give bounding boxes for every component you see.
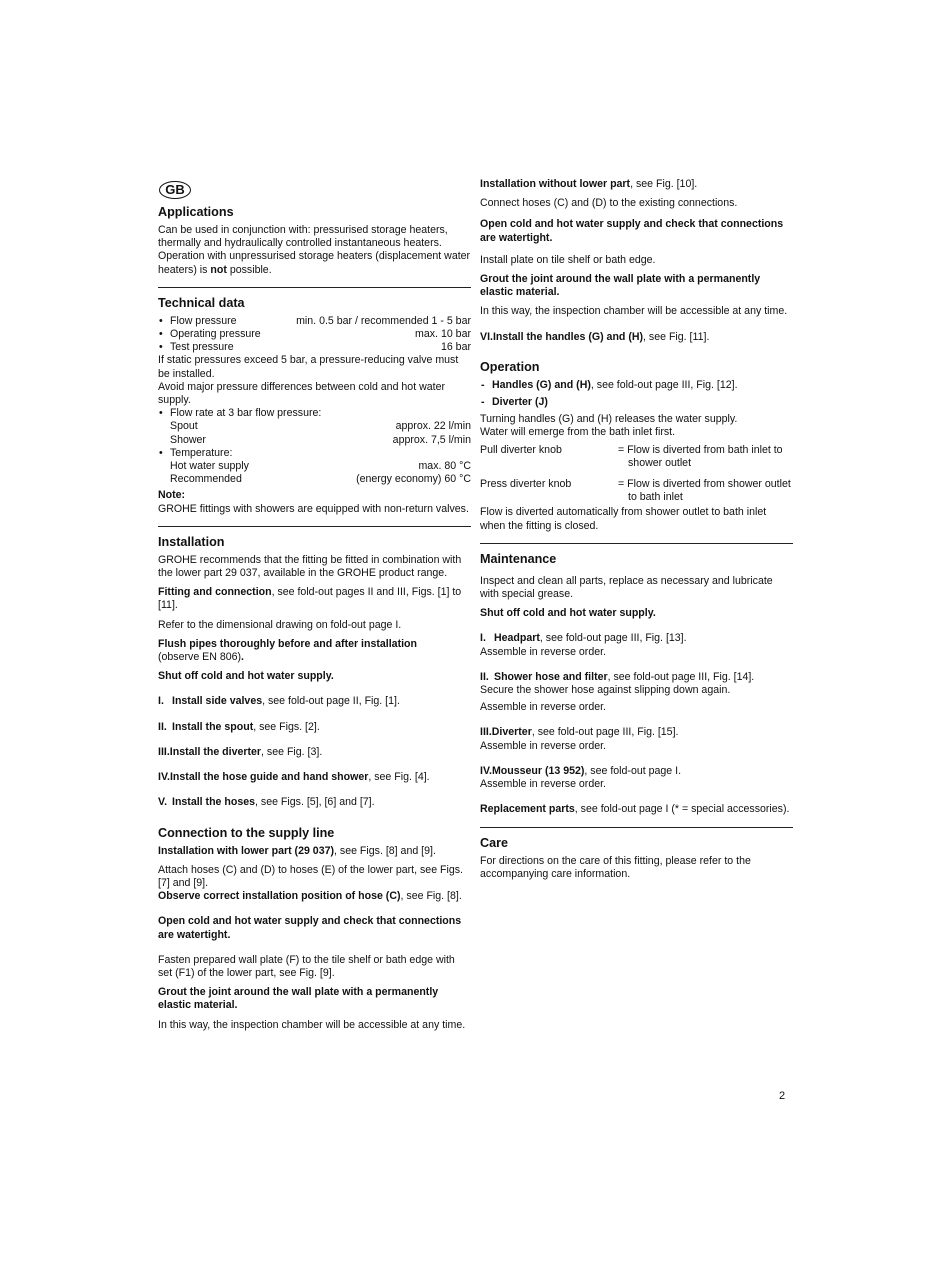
install-step-1 bbox=[158, 695, 471, 708]
flow-pressure-row bbox=[158, 315, 471, 328]
flow-pressure-value: min. 0.5 bar / recommended 1 - 5 bar bbox=[296, 314, 471, 327]
with-lower-part-bold: Installation with lower part (29 037) bbox=[158, 844, 335, 857]
shut-off-text: Shut off cold and hot water supply. bbox=[158, 670, 334, 683]
flush-pipes-bold: Flush pipes thoroughly before and after installation bbox=[158, 637, 417, 650]
step-bold: Diverter bbox=[491, 726, 532, 739]
step-rest: , see Fig. [4]. bbox=[368, 771, 430, 784]
step-number: IV. bbox=[158, 771, 170, 784]
connection-without-lower-part bbox=[480, 178, 793, 344]
operation-title: Operation bbox=[480, 359, 540, 374]
operating-pressure-label: • Operating pressure bbox=[170, 328, 261, 341]
flush-pipes-text bbox=[158, 638, 471, 664]
pull-diverter-row bbox=[480, 444, 793, 470]
installation-title: Installation bbox=[158, 534, 225, 549]
shower-row bbox=[158, 434, 471, 447]
dimensional-drawing-text: Refer to the dimensional drawing on fold-out page I. bbox=[158, 618, 402, 631]
assemble-text: Assemble in reverse order. bbox=[480, 701, 607, 714]
grout-text-2: Grout the joint around the wall plate with a permanently elastic material. bbox=[480, 273, 761, 299]
flush-pipes-rest: (observe EN 806) bbox=[158, 651, 242, 664]
fitting-connection-rest: , see fold-out pages II and III, Figs. [1] to [11]. bbox=[158, 586, 462, 612]
divider bbox=[158, 526, 471, 527]
recommended-label: Recommended bbox=[170, 473, 242, 486]
water-emerge-text: Water will emerge from the bath inlet first. bbox=[480, 426, 676, 439]
temperature-label: • Temperature: bbox=[158, 447, 471, 460]
spout-row bbox=[158, 420, 471, 433]
step-bold: Install the hose guide and hand shower bbox=[169, 771, 369, 784]
note-title: Note: bbox=[158, 489, 186, 502]
attach-hoses-text: Attach hoses (C) and (D) to hoses (E) of the lower part, see Figs. [7] and [9]. bbox=[158, 863, 463, 889]
inspection-text: In this way, the inspection chamber will be accessible at any time. bbox=[158, 1018, 466, 1031]
step-rest: , see fold-out page III, Fig. [15]. bbox=[531, 726, 679, 739]
install-step-2 bbox=[158, 721, 471, 734]
handles-bold: Handles (G) and (H) bbox=[492, 378, 591, 391]
applications-title: Applications bbox=[158, 205, 234, 219]
open-check-text: Open cold and hot water supply and check that connections are watertight. bbox=[158, 915, 462, 941]
technical-data-title: Technical data bbox=[158, 295, 245, 310]
hot-water-row bbox=[158, 460, 471, 473]
maintenance-title: Maintenance bbox=[480, 551, 557, 566]
handles-rest: , see fold-out page III, Fig. [12]. bbox=[590, 378, 738, 391]
step-rest: , see fold-out page II, Fig. [1]. bbox=[262, 695, 400, 708]
without-lower-part-rest: , see Fig. [10]. bbox=[630, 178, 698, 190]
spout-label: Spout bbox=[170, 420, 198, 433]
installation-with-lower-part bbox=[158, 845, 471, 858]
with-lower-part-rest: , see Figs. [8] and [9]. bbox=[334, 844, 436, 857]
observe-position-text bbox=[158, 890, 471, 903]
applications-text-1: Can be used in conjunction with: pressurised storage heaters, thermally and hydraulically controlled instantaneous heaters. Operation with unpressurised storage heaters (displacement water heaters) is bbox=[158, 224, 471, 276]
diverter-bold: Diverter (J) bbox=[492, 396, 548, 409]
inspect-clean-text: Inspect and clean all parts, replace as necessary and lubricate with special grease. bbox=[480, 574, 773, 601]
connection-section bbox=[158, 826, 471, 1032]
auto-divert-text: Flow is diverted automatically from shower outlet to bath inlet when the fitting is closed. bbox=[480, 506, 767, 532]
press-diverter-row bbox=[480, 478, 793, 504]
connection-title: Connection to the supply line bbox=[158, 825, 335, 840]
right-column bbox=[480, 178, 793, 887]
gb-language-badge: GB bbox=[159, 181, 191, 199]
applications-section bbox=[158, 205, 471, 277]
observe-position-rest: , see Fig. [8]. bbox=[400, 890, 462, 903]
handles-item bbox=[480, 379, 793, 392]
step-rest: , see Figs. [5], [6] and [7]. bbox=[255, 796, 375, 809]
technical-data-section bbox=[158, 296, 471, 516]
page-number: 2 bbox=[779, 1090, 786, 1102]
step-rest: , see fold-out page I. bbox=[584, 764, 682, 777]
install-step-4 bbox=[158, 771, 471, 784]
fitting-connection-text bbox=[158, 586, 471, 612]
maint-step-1 bbox=[480, 632, 793, 645]
applications-text-2: possible. bbox=[226, 263, 272, 276]
install-step-3 bbox=[158, 746, 471, 759]
assemble-text: Assemble in reverse order. bbox=[480, 778, 607, 791]
flow-rate-label: • Flow rate at 3 bar flow pressure: bbox=[158, 407, 471, 420]
operating-pressure-value: max. 10 bar bbox=[415, 328, 471, 341]
spout-value: approx. 22 l/min bbox=[395, 420, 471, 433]
step-number: IV. bbox=[480, 764, 492, 777]
step-rest: , see Fig. [3]. bbox=[261, 745, 323, 758]
flow-pressure-label: • Flow pressure bbox=[170, 314, 237, 327]
step-bold: Install the hoses bbox=[172, 796, 256, 809]
maintenance-section bbox=[480, 552, 793, 817]
connect-hoses-text: Connect hoses (C) and (D) to the existing connections. bbox=[480, 197, 738, 210]
replacement-parts-bold: Replacement parts bbox=[480, 803, 575, 816]
step-rest: , see fold-out page III, Fig. [13]. bbox=[539, 632, 687, 645]
divider bbox=[480, 827, 793, 828]
operating-pressure-row bbox=[158, 328, 471, 341]
operation-section bbox=[480, 360, 793, 533]
pressure-difference-note: Avoid major pressure differences between cold and hot water supply. bbox=[158, 380, 445, 407]
recommended-value: (energy economy) 60 °C bbox=[356, 473, 471, 486]
shut-off-text-2: Shut off cold and hot water supply. bbox=[480, 607, 656, 620]
step-number: I. bbox=[480, 632, 486, 645]
recommended-row bbox=[158, 473, 471, 486]
installation-intro: GROHE recommends that the fitting be fitted in combination with the lower part 29 037, available in the GROHE product range. bbox=[158, 553, 462, 580]
applications-text-not: not bbox=[210, 263, 227, 276]
assemble-text: Assemble in reverse order. bbox=[480, 739, 607, 752]
pull-diverter-value: = Flow is diverted from bath inlet to shower outlet bbox=[618, 443, 783, 469]
step-rest: , see Figs. [2]. bbox=[253, 720, 320, 733]
shower-label: Shower bbox=[170, 433, 206, 446]
pull-diverter-label: Pull diverter knob bbox=[480, 443, 562, 456]
install-step-5 bbox=[158, 796, 471, 809]
step-bold: Install side valves bbox=[172, 695, 263, 708]
divider bbox=[158, 287, 471, 288]
applications-text bbox=[158, 224, 471, 277]
step-number: II. bbox=[158, 720, 167, 733]
test-pressure-row bbox=[158, 341, 471, 354]
inspection-text-2: In this way, the inspection chamber will be accessible at any time. bbox=[480, 305, 788, 318]
spacer bbox=[480, 350, 793, 360]
step-rest: , see fold-out page III, Fig. [14]. bbox=[607, 670, 755, 683]
step-number: V. bbox=[158, 796, 168, 809]
replacement-parts-text bbox=[480, 803, 793, 816]
spacer bbox=[158, 816, 471, 826]
grout-text: Grout the joint around the wall plate with a permanently elastic material. bbox=[158, 986, 439, 1012]
press-diverter-value: = Flow is diverted from shower outlet to bath inlet bbox=[618, 478, 791, 504]
step-number: II. bbox=[480, 670, 489, 683]
install-plate-text: Install plate on tile shelf or bath edge. bbox=[480, 253, 656, 266]
step-bold: Install the handles (G) and (H) bbox=[492, 330, 644, 343]
press-diverter-label: Press diverter knob bbox=[480, 478, 572, 491]
secure-hose-text: Secure the shower hose against slipping down again. bbox=[480, 684, 731, 697]
step-bold: Mousseur (13 952) bbox=[491, 764, 585, 777]
step-number: III. bbox=[480, 726, 492, 739]
step-rest: , see Fig. [11]. bbox=[643, 330, 710, 343]
step-number: I. bbox=[158, 695, 164, 708]
installation-without-lower-part bbox=[480, 178, 793, 191]
install-step-6 bbox=[480, 331, 793, 344]
open-check-text-2: Open cold and hot water supply and check that connections are watertight. bbox=[480, 218, 784, 244]
step-bold: Install the spout bbox=[172, 720, 254, 733]
maint-step-2 bbox=[480, 671, 793, 684]
step-bold: Headpart bbox=[494, 632, 540, 645]
care-title: Care bbox=[480, 835, 509, 850]
care-text: For directions on the care of this fitting, please refer to the accompanying care information. bbox=[480, 854, 751, 880]
step-bold: Install the diverter bbox=[169, 745, 262, 758]
left-column bbox=[158, 178, 471, 1038]
maint-step-4 bbox=[480, 765, 793, 778]
static-pressure-note: If static pressures exceed 5 bar, a pressure-reducing valve must be installed. bbox=[158, 354, 459, 380]
shower-value: approx. 7,5 l/min bbox=[392, 433, 471, 446]
diverter-item bbox=[480, 396, 793, 409]
step-bold: Shower hose and filter bbox=[494, 670, 608, 683]
test-pressure-label: • Test pressure bbox=[170, 341, 234, 354]
step-number: VI. bbox=[480, 330, 493, 343]
step-number: III. bbox=[158, 745, 170, 758]
hot-water-value: max. 80 °C bbox=[418, 460, 471, 473]
turning-handles-text: Turning handles (G) and (H) releases the water supply. bbox=[480, 413, 738, 426]
test-pressure-value: 16 bar bbox=[440, 341, 471, 354]
divider bbox=[480, 543, 793, 544]
assemble-text: Assemble in reverse order. bbox=[480, 645, 607, 658]
flush-pipes-dot: . bbox=[241, 651, 244, 664]
observe-position-bold: Observe correct installation position of hose (C) bbox=[158, 890, 401, 903]
fasten-plate-text: Fasten prepared wall plate (F) to the tile shelf or bath edge with set (F1) of the lower part, see Fig. [9]. bbox=[158, 953, 455, 979]
fitting-connection-bold: Fitting and connection bbox=[158, 586, 272, 599]
care-section bbox=[480, 836, 793, 881]
installation-section bbox=[158, 535, 471, 810]
maint-step-3 bbox=[480, 726, 793, 739]
replacement-parts-rest: , see fold-out page I (* = special accessories). bbox=[574, 803, 790, 816]
without-lower-part-bold: Installation without lower part bbox=[480, 178, 631, 190]
note-text: GROHE fittings with showers are equipped with non-return valves. bbox=[158, 502, 469, 515]
hot-water-label: Hot water supply bbox=[170, 460, 249, 473]
